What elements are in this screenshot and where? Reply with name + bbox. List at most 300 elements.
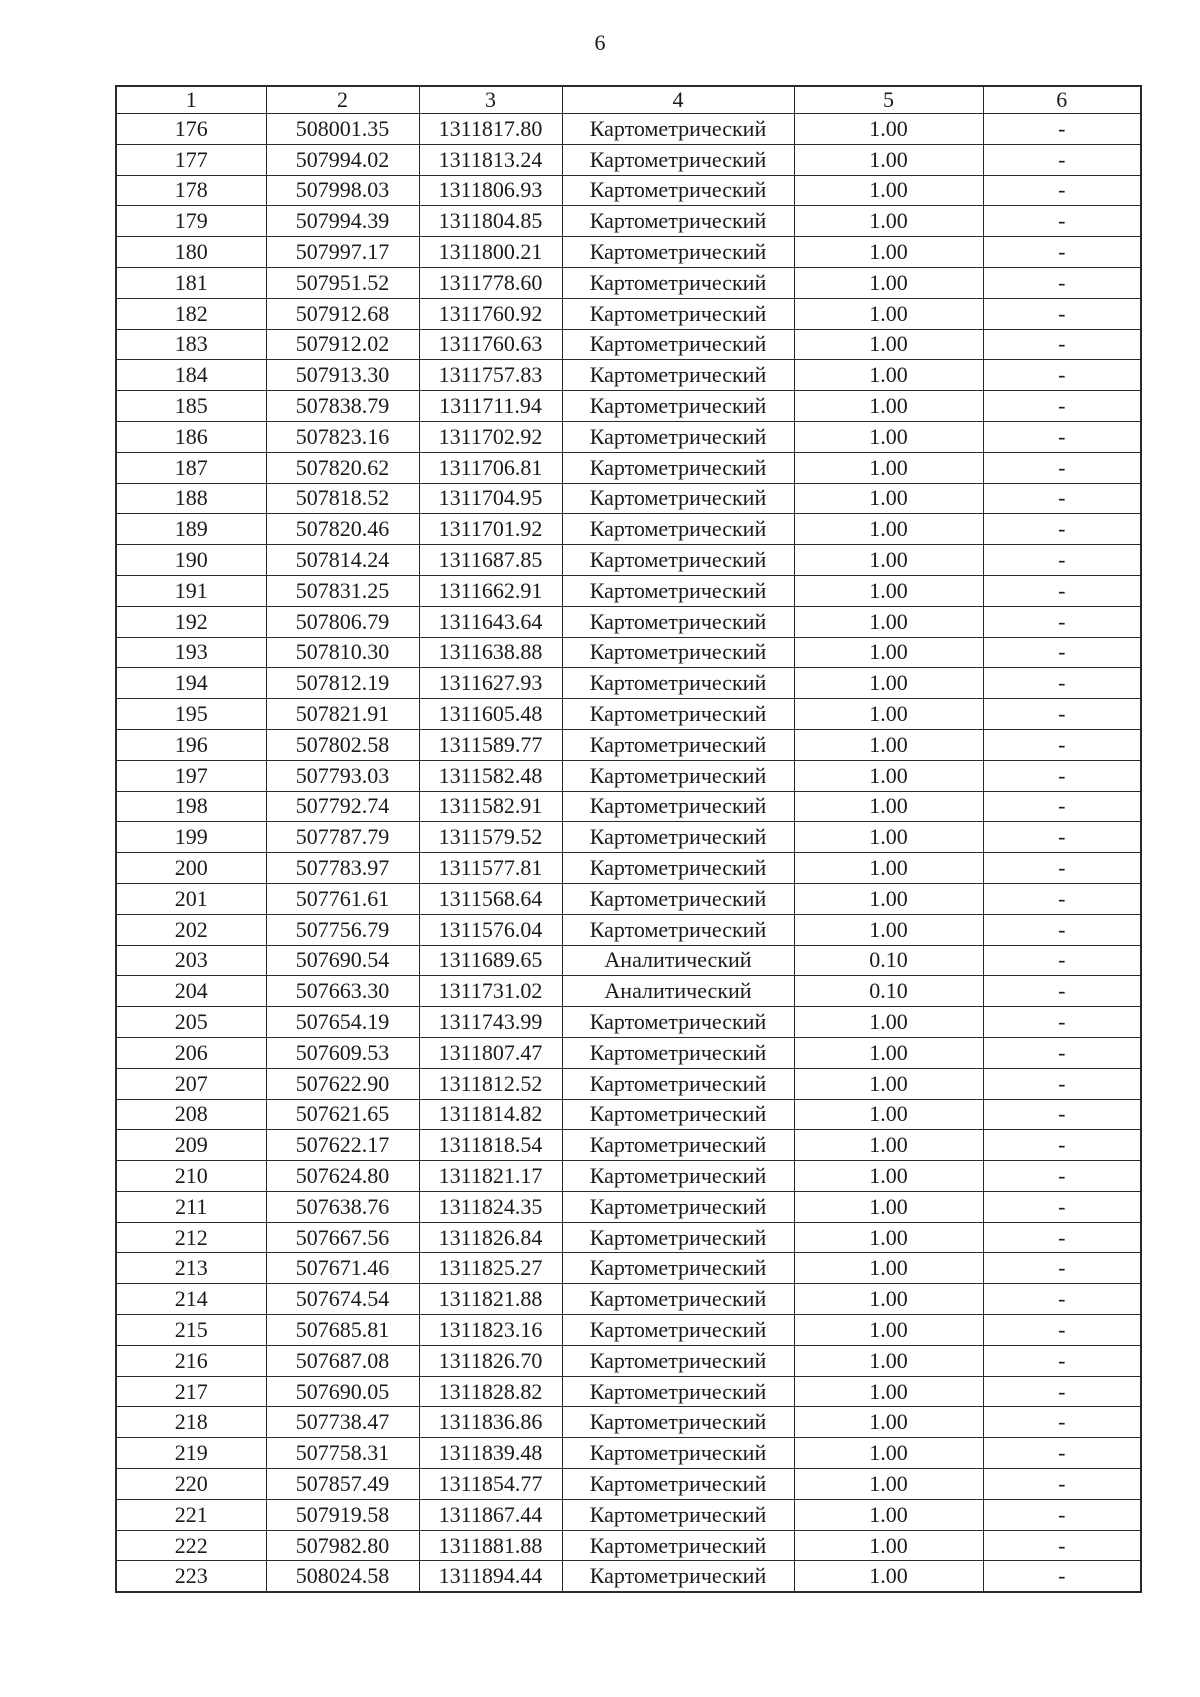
- table-row: [116, 329, 1141, 360]
- cell-x-coordinate: 507674.54: [266, 1284, 419, 1315]
- cell-method: Картометрический: [562, 237, 794, 268]
- cell-method: Картометрический: [562, 575, 794, 606]
- cell-accuracy: 1.00: [794, 545, 983, 576]
- cell-point-number: 198: [116, 791, 266, 822]
- cell-y-coordinate: 1311760.92: [419, 298, 562, 329]
- cell-point-number: 181: [116, 267, 266, 298]
- cell-accuracy: 1.00: [794, 1007, 983, 1038]
- cell-y-coordinate: 1311689.65: [419, 945, 562, 976]
- cell-y-coordinate: 1311881.88: [419, 1530, 562, 1561]
- cell-note: -: [983, 114, 1141, 145]
- cell-accuracy: 1.00: [794, 1191, 983, 1222]
- table-row: [116, 452, 1141, 483]
- cell-point-number: 188: [116, 483, 266, 514]
- cell-method: Картометрический: [562, 483, 794, 514]
- cell-method: Картометрический: [562, 1438, 794, 1469]
- cell-note: -: [983, 729, 1141, 760]
- cell-x-coordinate: 507622.17: [266, 1130, 419, 1161]
- cell-point-number: 186: [116, 421, 266, 452]
- cell-y-coordinate: 1311582.91: [419, 791, 562, 822]
- cell-method: Картометрический: [562, 1499, 794, 1530]
- cell-y-coordinate: 1311731.02: [419, 976, 562, 1007]
- cell-note: -: [983, 360, 1141, 391]
- cell-y-coordinate: 1311701.92: [419, 514, 562, 545]
- cell-x-coordinate: 507912.68: [266, 298, 419, 329]
- cell-y-coordinate: 1311818.54: [419, 1130, 562, 1161]
- cell-note: -: [983, 206, 1141, 237]
- cell-y-coordinate: 1311821.17: [419, 1161, 562, 1192]
- cell-x-coordinate: 507821.91: [266, 699, 419, 730]
- table-row: [116, 1315, 1141, 1346]
- cell-point-number: 197: [116, 760, 266, 791]
- table-row: [116, 1253, 1141, 1284]
- cell-point-number: 204: [116, 976, 266, 1007]
- cell-method: Картометрический: [562, 1253, 794, 1284]
- cell-accuracy: 1.00: [794, 1469, 983, 1500]
- cell-x-coordinate: 507812.19: [266, 668, 419, 699]
- cell-method: Картометрический: [562, 883, 794, 914]
- cell-x-coordinate: 507994.39: [266, 206, 419, 237]
- cell-y-coordinate: 1311804.85: [419, 206, 562, 237]
- header-col-6: 6: [983, 86, 1141, 114]
- cell-x-coordinate: 507820.62: [266, 452, 419, 483]
- cell-point-number: 214: [116, 1284, 266, 1315]
- cell-method: Картометрический: [562, 1345, 794, 1376]
- table-row: [116, 1345, 1141, 1376]
- cell-point-number: 223: [116, 1561, 266, 1592]
- cell-accuracy: 1.00: [794, 760, 983, 791]
- cell-point-number: 187: [116, 452, 266, 483]
- cell-note: -: [983, 976, 1141, 1007]
- cell-accuracy: 1.00: [794, 1099, 983, 1130]
- cell-accuracy: 1.00: [794, 298, 983, 329]
- table-row: [116, 1007, 1141, 1038]
- cell-x-coordinate: 507802.58: [266, 729, 419, 760]
- cell-y-coordinate: 1311643.64: [419, 606, 562, 637]
- cell-accuracy: 1.00: [794, 1222, 983, 1253]
- cell-x-coordinate: 507997.17: [266, 237, 419, 268]
- table-row: [116, 637, 1141, 668]
- table-row: [116, 1407, 1141, 1438]
- cell-note: -: [983, 1222, 1141, 1253]
- cell-method: Картометрический: [562, 853, 794, 884]
- cell-x-coordinate: 507982.80: [266, 1530, 419, 1561]
- table-row: [116, 206, 1141, 237]
- cell-method: Картометрический: [562, 699, 794, 730]
- cell-x-coordinate: 507806.79: [266, 606, 419, 637]
- cell-point-number: 215: [116, 1315, 266, 1346]
- cell-point-number: 193: [116, 637, 266, 668]
- cell-point-number: 182: [116, 298, 266, 329]
- cell-x-coordinate: 507912.02: [266, 329, 419, 360]
- cell-note: -: [983, 175, 1141, 206]
- cell-method: Картометрический: [562, 144, 794, 175]
- cell-note: -: [983, 421, 1141, 452]
- cell-note: -: [983, 1315, 1141, 1346]
- table-row: [116, 175, 1141, 206]
- cell-note: -: [983, 637, 1141, 668]
- cell-point-number: 192: [116, 606, 266, 637]
- cell-method: Картометрический: [562, 637, 794, 668]
- cell-y-coordinate: 1311711.94: [419, 391, 562, 422]
- cell-point-number: 209: [116, 1130, 266, 1161]
- cell-x-coordinate: 507857.49: [266, 1469, 419, 1500]
- table-row: [116, 575, 1141, 606]
- cell-point-number: 218: [116, 1407, 266, 1438]
- cell-point-number: 216: [116, 1345, 266, 1376]
- cell-method: Картометрический: [562, 1130, 794, 1161]
- cell-accuracy: 1.00: [794, 914, 983, 945]
- cell-method: Картометрический: [562, 1315, 794, 1346]
- cell-x-coordinate: 507919.58: [266, 1499, 419, 1530]
- table-row: [116, 699, 1141, 730]
- table-row: [116, 729, 1141, 760]
- table-row: [116, 1284, 1141, 1315]
- cell-x-coordinate: 507793.03: [266, 760, 419, 791]
- table-row: [116, 144, 1141, 175]
- cell-x-coordinate: 507783.97: [266, 853, 419, 884]
- cell-note: -: [983, 1161, 1141, 1192]
- cell-point-number: 194: [116, 668, 266, 699]
- cell-note: -: [983, 545, 1141, 576]
- cell-method: Картометрический: [562, 1469, 794, 1500]
- cell-accuracy: 1.00: [794, 206, 983, 237]
- cell-point-number: 184: [116, 360, 266, 391]
- cell-x-coordinate: 508001.35: [266, 114, 419, 145]
- cell-y-coordinate: 1311825.27: [419, 1253, 562, 1284]
- cell-accuracy: 1.00: [794, 729, 983, 760]
- cell-point-number: 190: [116, 545, 266, 576]
- cell-y-coordinate: 1311800.21: [419, 237, 562, 268]
- cell-accuracy: 1.00: [794, 791, 983, 822]
- cell-x-coordinate: 507761.61: [266, 883, 419, 914]
- cell-note: -: [983, 514, 1141, 545]
- cell-y-coordinate: 1311605.48: [419, 699, 562, 730]
- cell-note: -: [983, 144, 1141, 175]
- cell-x-coordinate: 507690.05: [266, 1376, 419, 1407]
- cell-x-coordinate: 507913.30: [266, 360, 419, 391]
- cell-x-coordinate: 507624.80: [266, 1161, 419, 1192]
- cell-note: -: [983, 1130, 1141, 1161]
- cell-accuracy: 1.00: [794, 1561, 983, 1592]
- table-row: [116, 853, 1141, 884]
- table-row: [116, 1037, 1141, 1068]
- cell-y-coordinate: 1311807.47: [419, 1037, 562, 1068]
- cell-note: -: [983, 1345, 1141, 1376]
- header-col-3: 3: [419, 86, 562, 114]
- table-row: [116, 1469, 1141, 1500]
- cell-note: -: [983, 267, 1141, 298]
- cell-note: -: [983, 699, 1141, 730]
- cell-x-coordinate: 507818.52: [266, 483, 419, 514]
- cell-point-number: 202: [116, 914, 266, 945]
- cell-method: Картометрический: [562, 298, 794, 329]
- cell-x-coordinate: 507756.79: [266, 914, 419, 945]
- table-row: [116, 668, 1141, 699]
- cell-point-number: 179: [116, 206, 266, 237]
- cell-point-number: 180: [116, 237, 266, 268]
- table-body: [116, 114, 1141, 1593]
- cell-accuracy: 1.00: [794, 360, 983, 391]
- cell-x-coordinate: 507638.76: [266, 1191, 419, 1222]
- cell-method: Картометрический: [562, 1099, 794, 1130]
- cell-method: Картометрический: [562, 206, 794, 237]
- cell-point-number: 189: [116, 514, 266, 545]
- cell-x-coordinate: 507820.46: [266, 514, 419, 545]
- cell-accuracy: 1.00: [794, 1407, 983, 1438]
- cell-point-number: 220: [116, 1469, 266, 1500]
- cell-method: Картометрический: [562, 1376, 794, 1407]
- cell-x-coordinate: 507654.19: [266, 1007, 419, 1038]
- cell-method: Картометрический: [562, 545, 794, 576]
- cell-accuracy: 1.00: [794, 1345, 983, 1376]
- cell-x-coordinate: 507814.24: [266, 545, 419, 576]
- table-row: [116, 267, 1141, 298]
- cell-note: -: [983, 914, 1141, 945]
- cell-accuracy: 0.10: [794, 945, 983, 976]
- cell-y-coordinate: 1311706.81: [419, 452, 562, 483]
- cell-y-coordinate: 1311757.83: [419, 360, 562, 391]
- table-row: [116, 914, 1141, 945]
- cell-accuracy: 1.00: [794, 267, 983, 298]
- cell-note: -: [983, 791, 1141, 822]
- cell-point-number: 206: [116, 1037, 266, 1068]
- cell-note: -: [983, 1407, 1141, 1438]
- cell-accuracy: 1.00: [794, 1376, 983, 1407]
- cell-method: Картометрический: [562, 1284, 794, 1315]
- cell-y-coordinate: 1311704.95: [419, 483, 562, 514]
- cell-accuracy: 1.00: [794, 1161, 983, 1192]
- cell-x-coordinate: 508024.58: [266, 1561, 419, 1592]
- cell-point-number: 211: [116, 1191, 266, 1222]
- cell-x-coordinate: 507690.54: [266, 945, 419, 976]
- cell-point-number: 177: [116, 144, 266, 175]
- cell-y-coordinate: 1311576.04: [419, 914, 562, 945]
- cell-method: Картометрический: [562, 514, 794, 545]
- cell-accuracy: 1.00: [794, 452, 983, 483]
- cell-method: Картометрический: [562, 421, 794, 452]
- cell-note: -: [983, 329, 1141, 360]
- cell-method: Картометрический: [562, 267, 794, 298]
- table-row: [116, 298, 1141, 329]
- cell-y-coordinate: 1311577.81: [419, 853, 562, 884]
- cell-accuracy: 1.00: [794, 637, 983, 668]
- cell-method: Картометрический: [562, 360, 794, 391]
- cell-point-number: 196: [116, 729, 266, 760]
- cell-y-coordinate: 1311867.44: [419, 1499, 562, 1530]
- cell-accuracy: 1.00: [794, 237, 983, 268]
- table-row: [116, 822, 1141, 853]
- cell-x-coordinate: 507994.02: [266, 144, 419, 175]
- cell-note: -: [983, 1438, 1141, 1469]
- cell-accuracy: 1.00: [794, 822, 983, 853]
- cell-x-coordinate: 507667.56: [266, 1222, 419, 1253]
- cell-method: Картометрический: [562, 1161, 794, 1192]
- cell-y-coordinate: 1311894.44: [419, 1561, 562, 1592]
- table-row: [116, 1161, 1141, 1192]
- cell-note: -: [983, 1191, 1141, 1222]
- table-row: [116, 760, 1141, 791]
- cell-note: -: [983, 1037, 1141, 1068]
- cell-method: Аналитический: [562, 945, 794, 976]
- cell-accuracy: 1.00: [794, 606, 983, 637]
- header-col-2: 2: [266, 86, 419, 114]
- cell-note: -: [983, 1561, 1141, 1592]
- cell-note: -: [983, 606, 1141, 637]
- cell-y-coordinate: 1311812.52: [419, 1068, 562, 1099]
- cell-x-coordinate: 507685.81: [266, 1315, 419, 1346]
- cell-point-number: 201: [116, 883, 266, 914]
- cell-y-coordinate: 1311589.77: [419, 729, 562, 760]
- table-row: [116, 945, 1141, 976]
- cell-y-coordinate: 1311828.82: [419, 1376, 562, 1407]
- cell-x-coordinate: 507823.16: [266, 421, 419, 452]
- cell-note: -: [983, 1253, 1141, 1284]
- cell-note: -: [983, 575, 1141, 606]
- cell-note: -: [983, 452, 1141, 483]
- cell-method: Картометрический: [562, 329, 794, 360]
- cell-point-number: 199: [116, 822, 266, 853]
- cell-method: Картометрический: [562, 606, 794, 637]
- page-number: 6: [594, 30, 606, 55]
- cell-method: Картометрический: [562, 1007, 794, 1038]
- cell-x-coordinate: 507787.79: [266, 822, 419, 853]
- cell-x-coordinate: 507792.74: [266, 791, 419, 822]
- cell-method: Картометрический: [562, 729, 794, 760]
- cell-accuracy: 1.00: [794, 514, 983, 545]
- table-header: [116, 86, 1141, 114]
- cell-note: -: [983, 760, 1141, 791]
- cell-note: -: [983, 391, 1141, 422]
- cell-x-coordinate: 507810.30: [266, 637, 419, 668]
- table-row: [116, 421, 1141, 452]
- cell-point-number: 178: [116, 175, 266, 206]
- cell-y-coordinate: 1311579.52: [419, 822, 562, 853]
- cell-y-coordinate: 1311806.93: [419, 175, 562, 206]
- cell-accuracy: 1.00: [794, 421, 983, 452]
- cell-point-number: 210: [116, 1161, 266, 1192]
- cell-method: Аналитический: [562, 976, 794, 1007]
- table-row: [116, 1222, 1141, 1253]
- cell-accuracy: 0.10: [794, 976, 983, 1007]
- cell-note: -: [983, 1499, 1141, 1530]
- cell-note: -: [983, 853, 1141, 884]
- cell-y-coordinate: 1311826.70: [419, 1345, 562, 1376]
- cell-accuracy: 1.00: [794, 1068, 983, 1099]
- table-row: [116, 606, 1141, 637]
- cell-y-coordinate: 1311568.64: [419, 883, 562, 914]
- coordinates-table: [115, 85, 1142, 1593]
- table-row: [116, 1068, 1141, 1099]
- cell-y-coordinate: 1311662.91: [419, 575, 562, 606]
- cell-x-coordinate: 507609.53: [266, 1037, 419, 1068]
- cell-accuracy: 1.00: [794, 1499, 983, 1530]
- header-col-1: 1: [116, 86, 266, 114]
- cell-accuracy: 1.00: [794, 329, 983, 360]
- cell-note: -: [983, 237, 1141, 268]
- cell-y-coordinate: 1311582.48: [419, 760, 562, 791]
- cell-x-coordinate: 507671.46: [266, 1253, 419, 1284]
- cell-accuracy: 1.00: [794, 1315, 983, 1346]
- cell-note: -: [983, 883, 1141, 914]
- cell-point-number: 185: [116, 391, 266, 422]
- table-row: [116, 1191, 1141, 1222]
- cell-point-number: 221: [116, 1499, 266, 1530]
- cell-y-coordinate: 1311638.88: [419, 637, 562, 668]
- cell-note: -: [983, 822, 1141, 853]
- cell-y-coordinate: 1311821.88: [419, 1284, 562, 1315]
- cell-accuracy: 1.00: [794, 575, 983, 606]
- cell-y-coordinate: 1311839.48: [419, 1438, 562, 1469]
- cell-method: Картометрический: [562, 760, 794, 791]
- cell-x-coordinate: 507687.08: [266, 1345, 419, 1376]
- cell-point-number: 191: [116, 575, 266, 606]
- cell-y-coordinate: 1311836.86: [419, 1407, 562, 1438]
- table-row: [116, 1438, 1141, 1469]
- cell-note: -: [983, 1530, 1141, 1561]
- table-row: [116, 237, 1141, 268]
- cell-point-number: 213: [116, 1253, 266, 1284]
- table-row: [116, 1561, 1141, 1592]
- cell-method: Картометрический: [562, 1530, 794, 1561]
- table-row: [116, 1130, 1141, 1161]
- cell-method: Картометрический: [562, 1222, 794, 1253]
- cell-note: -: [983, 298, 1141, 329]
- cell-point-number: 205: [116, 1007, 266, 1038]
- cell-point-number: 203: [116, 945, 266, 976]
- table-row: [116, 976, 1141, 1007]
- cell-y-coordinate: 1311826.84: [419, 1222, 562, 1253]
- cell-note: -: [983, 668, 1141, 699]
- cell-point-number: 183: [116, 329, 266, 360]
- cell-x-coordinate: 507998.03: [266, 175, 419, 206]
- cell-point-number: 200: [116, 853, 266, 884]
- cell-note: -: [983, 1099, 1141, 1130]
- cell-method: Картометрический: [562, 668, 794, 699]
- cell-method: Картометрический: [562, 114, 794, 145]
- cell-accuracy: 1.00: [794, 1130, 983, 1161]
- cell-accuracy: 1.00: [794, 1438, 983, 1469]
- cell-point-number: 207: [116, 1068, 266, 1099]
- cell-accuracy: 1.00: [794, 1284, 983, 1315]
- cell-y-coordinate: 1311760.63: [419, 329, 562, 360]
- cell-y-coordinate: 1311778.60: [419, 267, 562, 298]
- cell-y-coordinate: 1311702.92: [419, 421, 562, 452]
- cell-y-coordinate: 1311854.77: [419, 1469, 562, 1500]
- cell-accuracy: 1.00: [794, 175, 983, 206]
- header-col-5: 5: [794, 86, 983, 114]
- cell-y-coordinate: 1311743.99: [419, 1007, 562, 1038]
- cell-point-number: 222: [116, 1530, 266, 1561]
- cell-method: Картометрический: [562, 175, 794, 206]
- cell-x-coordinate: 507838.79: [266, 391, 419, 422]
- cell-accuracy: 1.00: [794, 1253, 983, 1284]
- cell-accuracy: 1.00: [794, 114, 983, 145]
- cell-accuracy: 1.00: [794, 853, 983, 884]
- cell-point-number: 195: [116, 699, 266, 730]
- cell-y-coordinate: 1311817.80: [419, 114, 562, 145]
- cell-accuracy: 1.00: [794, 1037, 983, 1068]
- cell-point-number: 176: [116, 114, 266, 145]
- cell-accuracy: 1.00: [794, 483, 983, 514]
- cell-method: Картометрический: [562, 1191, 794, 1222]
- cell-note: -: [983, 1007, 1141, 1038]
- cell-point-number: 219: [116, 1438, 266, 1469]
- table-row: [116, 1530, 1141, 1561]
- cell-method: Картометрический: [562, 1068, 794, 1099]
- cell-y-coordinate: 1311814.82: [419, 1099, 562, 1130]
- cell-accuracy: 1.00: [794, 391, 983, 422]
